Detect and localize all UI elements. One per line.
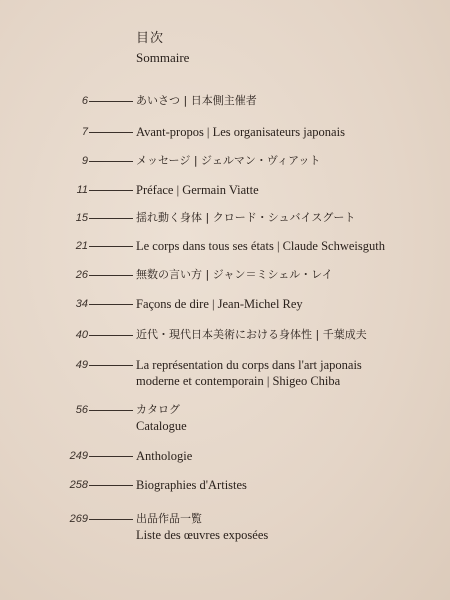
entry-title (136, 448, 192, 464)
toc-entry (0, 153, 440, 169)
entry-title-line: Liste des œuvres exposées (136, 528, 269, 542)
entry-title-line: メッセージ | ジェルマン・ヴィアット (136, 154, 321, 167)
page-number: 40 (75, 329, 88, 341)
page-number: 11 (76, 184, 88, 196)
toc-entry (0, 448, 440, 464)
toc-entry (0, 267, 440, 283)
toc-entry (0, 296, 440, 312)
entry-title (136, 357, 362, 389)
entry-title-line: Avant-propos | Les organisateurs japonais (136, 125, 345, 139)
leader-line (89, 182, 133, 198)
toc-entry (0, 511, 440, 543)
page-number: 15 (75, 212, 88, 224)
entry-title-line: あいさつ | 日本側主催者 (136, 94, 257, 107)
entry-title-line: カタログ (136, 403, 180, 416)
toc-heading (136, 30, 189, 66)
page-number: 49 (75, 359, 88, 371)
leader-line (89, 210, 133, 226)
entry-title (136, 402, 187, 434)
page-number: 56 (75, 404, 88, 416)
page-number: 6 (81, 95, 88, 107)
leader-line (89, 124, 133, 140)
page-number: 9 (81, 155, 88, 167)
page-number: 258 (69, 479, 88, 491)
entry-title-line: Préface | Germain Viatte (136, 183, 259, 197)
heading-french: Sommaire (136, 50, 190, 65)
page-number: 269 (69, 513, 88, 525)
toc-entry (0, 182, 440, 198)
entry-title (136, 210, 355, 226)
entry-title (136, 238, 385, 254)
toc-entry (0, 238, 440, 254)
leader-line (89, 153, 133, 169)
entry-title-line: 揺れ動く身体 | クロード・シュバイスグート (136, 211, 356, 224)
entry-title (136, 511, 268, 543)
leader-line (89, 267, 133, 283)
entry-title (136, 296, 303, 312)
page-number: 249 (69, 450, 88, 462)
toc-entry (0, 402, 440, 434)
leader-line (89, 357, 133, 373)
toc-entry (0, 210, 440, 226)
entry-title-line: Le corps dans tous ses états | Claude Schweisguth (136, 239, 385, 253)
entry-title-line: La représentation du corps dans l'art japonais (136, 358, 362, 372)
entry-title (136, 182, 259, 198)
leader-line (89, 402, 133, 418)
toc-entry (0, 477, 440, 493)
entry-title-line: moderne et contemporain | Shigeo Chiba (136, 374, 341, 388)
entry-title-line: Anthologie (136, 449, 193, 463)
heading-japanese: 目次 (136, 31, 165, 46)
entry-title (136, 267, 333, 283)
entry-title (136, 477, 247, 493)
entry-title-line: 出品作品一覧 (136, 512, 202, 525)
entry-title (136, 93, 257, 109)
entry-title-line: 近代・現代日本美術における身体性 | 千葉成夫 (136, 328, 367, 341)
leader-line (89, 93, 133, 109)
page-number: 7 (81, 126, 88, 138)
page-number: 21 (75, 240, 88, 252)
leader-line (89, 477, 133, 493)
leader-line (89, 238, 133, 254)
entry-title-line: Biographies d'Artistes (136, 478, 247, 492)
entry-title-line: Catalogue (136, 419, 187, 433)
leader-line (89, 448, 133, 464)
entry-title-line: Façons de dire | Jean-Michel Rey (136, 297, 303, 311)
toc-entry (0, 357, 440, 389)
page-number: 34 (75, 298, 88, 310)
toc-entry (0, 327, 440, 343)
entry-title-line: 無数の言い方 | ジャン＝ミシェル・レイ (136, 268, 333, 281)
leader-line (89, 511, 133, 527)
toc-entry (0, 124, 440, 140)
entry-title (136, 153, 320, 169)
leader-line (89, 296, 133, 312)
leader-line (89, 327, 133, 343)
entry-title (136, 124, 345, 140)
page-number: 26 (75, 269, 88, 281)
toc-entry (0, 93, 440, 109)
entry-title (136, 327, 367, 343)
